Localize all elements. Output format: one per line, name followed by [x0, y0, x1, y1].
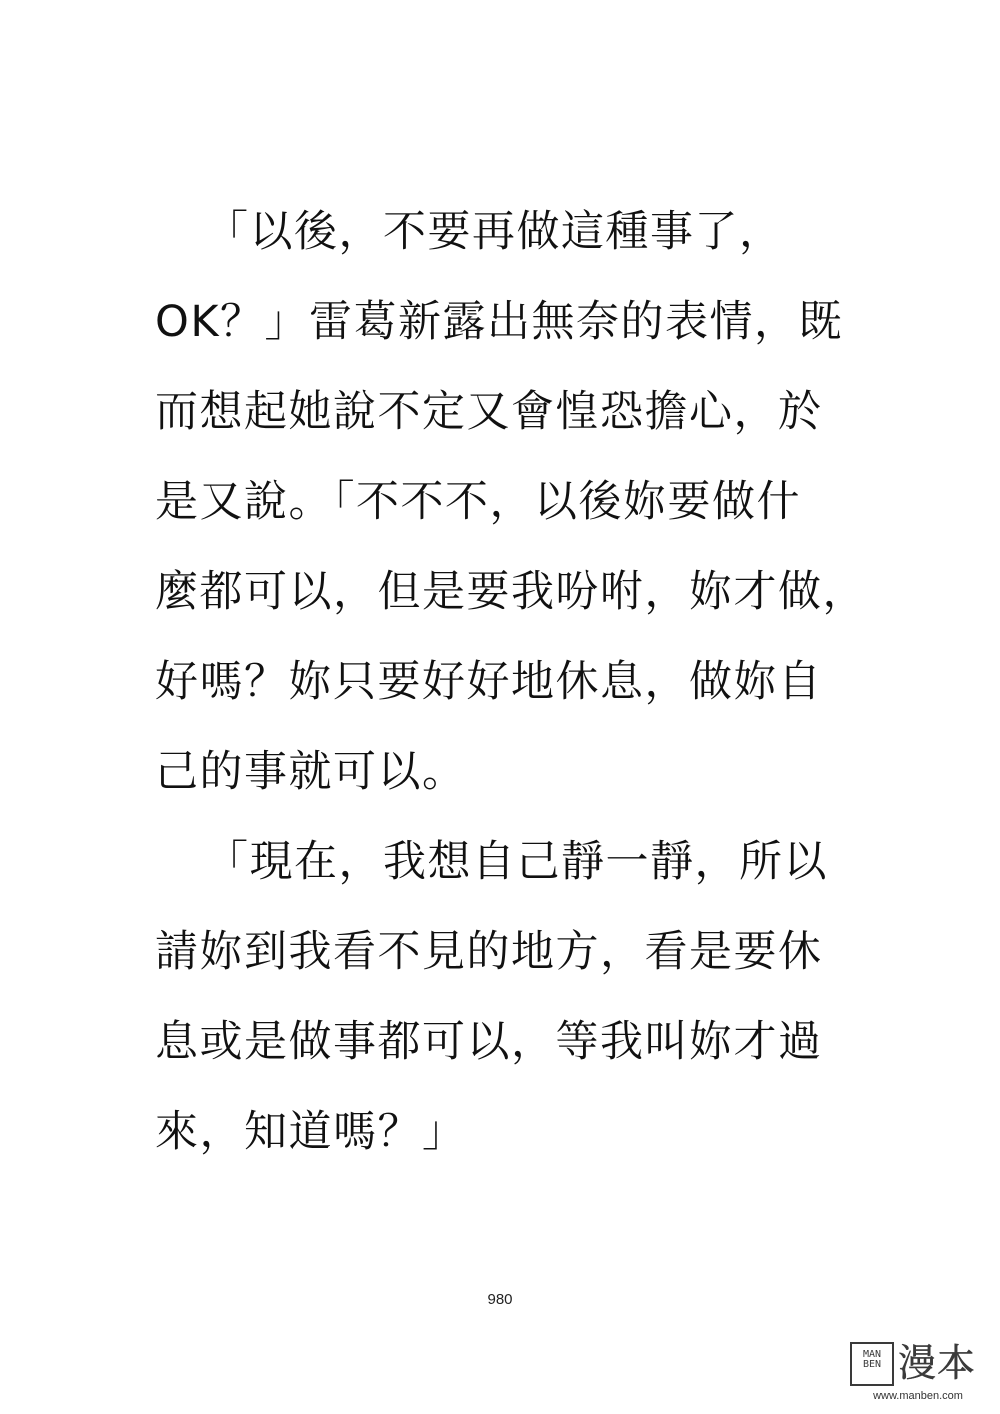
text-line: 息或是做事都可以，等我叫妳才過	[155, 1017, 823, 1067]
text-line: 而想起她說不定又會惶恐擔心，於	[155, 387, 823, 437]
text-line: 「以後，不要再做這種事了，	[205, 207, 784, 257]
text-line: 麼都可以，但是要我吩咐，妳才做，	[155, 567, 867, 617]
watermark-logo-icon: MAN BEN	[850, 1342, 894, 1386]
watermark	[850, 1342, 986, 1406]
text-line: 請妳到我看不見的地方，看是要休	[155, 927, 823, 977]
text-line: 是又說。「不不不，以後妳要做什	[155, 477, 801, 527]
text-line: 來，知道嗎？」	[155, 1107, 467, 1157]
watermark-url: www.manben.com	[873, 1390, 963, 1402]
text-line: 己的事就可以。	[155, 747, 467, 797]
text-line: OK？」雷葛新露出無奈的表情，既	[155, 297, 844, 347]
page-number: 980	[487, 1291, 513, 1308]
text-line: 「現在，我想自己靜一靜，所以	[205, 837, 828, 887]
watermark-brand: 漫本	[898, 1341, 977, 1385]
text-line: 好嗎？妳只要好好地休息，做妳自	[155, 657, 823, 707]
